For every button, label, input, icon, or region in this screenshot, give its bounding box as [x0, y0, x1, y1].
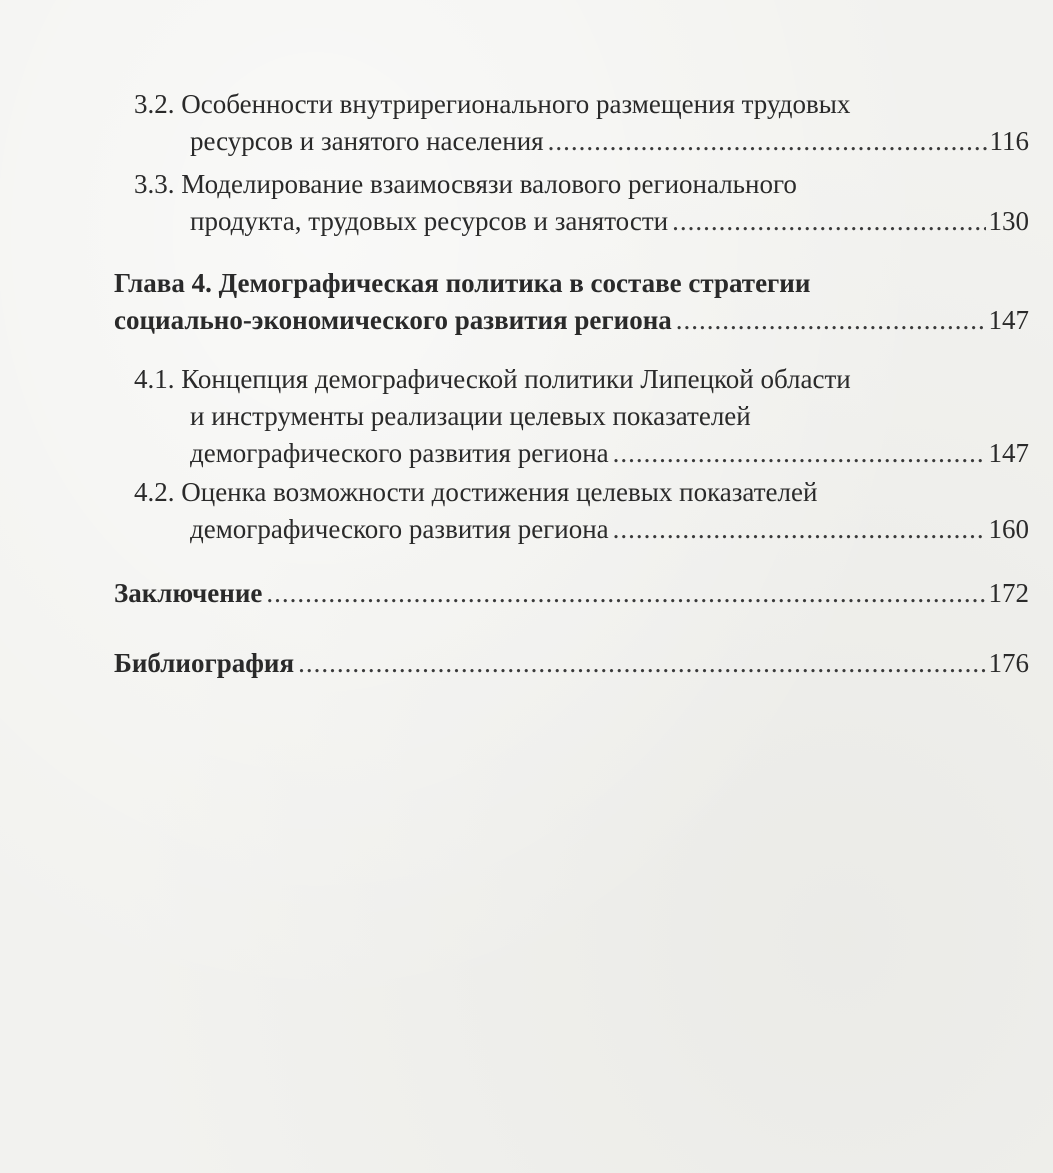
page-number: 176: [988, 648, 1029, 678]
dot-leader: [672, 203, 985, 240]
toc-entry-line: демографического развития региона: [190, 514, 609, 544]
page-number: 172: [988, 578, 1029, 608]
dot-leader: [548, 123, 987, 160]
page-number: 130: [988, 206, 1029, 236]
toc-entry-line: демографического развития региона: [190, 438, 609, 468]
toc-chapter-title: Заключение: [114, 578, 263, 608]
toc-entry-line: 3.3. Моделирование взаимосвязи валового регионального: [134, 169, 797, 199]
dot-leader: [676, 302, 986, 339]
toc-entry-line: 4.2. Оценка возможности достижения целевых показателей: [134, 477, 818, 507]
page-number: 147: [988, 305, 1029, 335]
toc-entry-3-3: [134, 166, 1029, 240]
toc-entry-4-1: [134, 361, 1029, 472]
page-number: 160: [988, 514, 1029, 544]
toc-entry-3-2: [134, 86, 1029, 160]
toc-chapter-title: Библиография: [114, 648, 295, 678]
page-number: 147: [988, 438, 1029, 468]
toc-entry-line: и инструменты реализации целевых показателей: [190, 401, 751, 431]
toc-chapter-title: социально-экономического развития региона: [114, 305, 672, 335]
toc-entry-line: 3.2. Особенности внутрирегионального размещения трудовых: [134, 89, 851, 119]
toc-entry-line: продукта, трудовых ресурсов и занятости: [190, 206, 669, 236]
toc-chapter-4: [114, 265, 1029, 339]
toc-conclusion: [114, 575, 1029, 612]
toc-entry-line: ресурсов и занятого населения: [190, 126, 544, 156]
toc-entry-line: 4.1. Концепция демографической политики Липецкой области: [134, 364, 851, 394]
dot-leader: [298, 645, 985, 682]
dot-leader: [613, 511, 986, 548]
toc-entry-4-2: [134, 474, 1029, 548]
toc-chapter-title: Глава 4. Демографическая политика в составе стратегии: [114, 268, 811, 298]
toc-bibliography: [114, 645, 1029, 682]
dot-leader: [266, 575, 985, 612]
page-number: 116: [989, 126, 1029, 156]
dot-leader: [613, 435, 986, 472]
